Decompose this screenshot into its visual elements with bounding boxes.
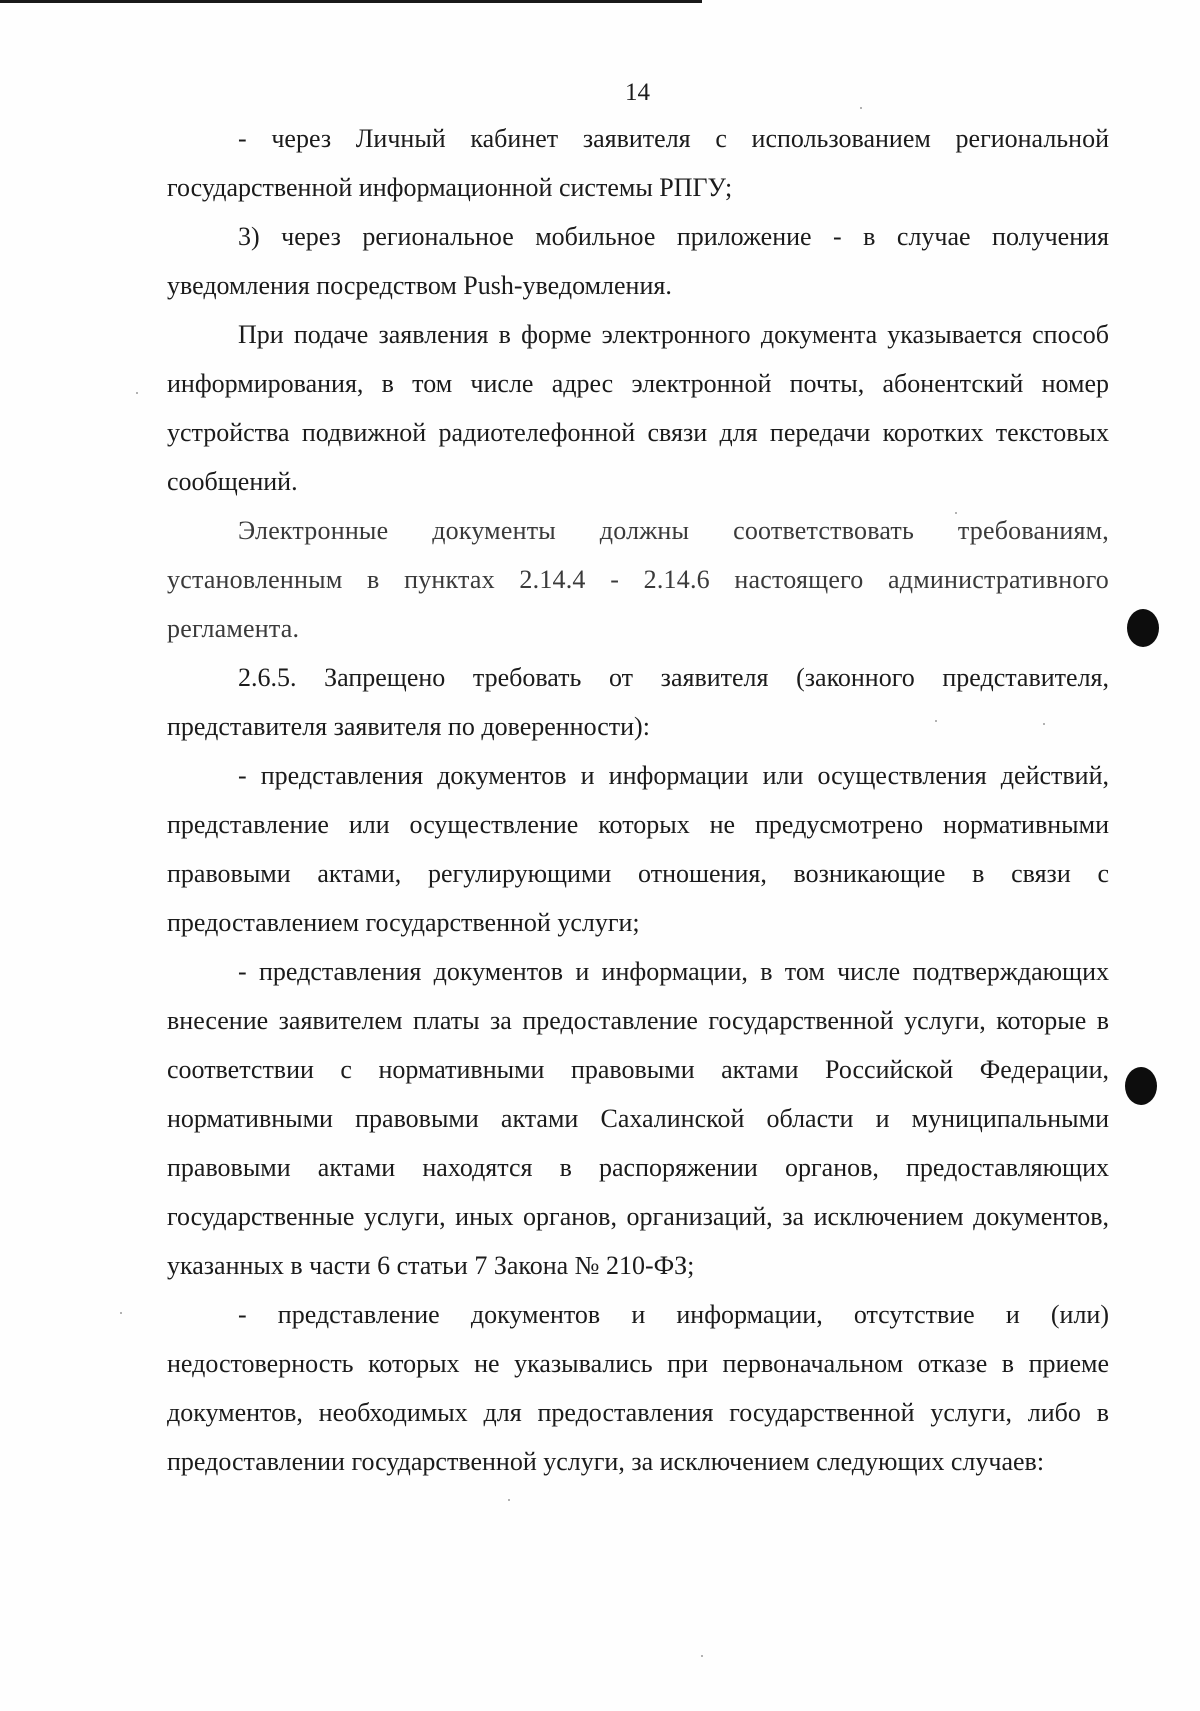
paragraph-personal-account: - через Личный кабинет заявителя с использованием региональной государственной информационной системы РПГУ; [167,124,1109,202]
paragraph-mobile-app: 3) через региональное мобильное приложение - в случае получения уведомления посредством Push-уведомления. [167,222,1109,300]
document-body [167,114,1109,1486]
page-number: 14 [625,79,650,106]
scan-speck [508,1499,510,1501]
scan-speck [120,1312,122,1314]
punch-hole-mark [1125,1067,1157,1105]
paragraph-prohibitions-heading: 2.6.5. Запрещено требовать от заявителя (законного представителя, представителя заявителя по доверенности): [167,663,1109,741]
paragraph-prohibition-1: - представления документов и информации или осуществления действий, представление или осуществление которых не предусмотрено нормативными правовыми актами, регулирующими отношения, возникающие в связи с предоставлением государственной услуги; [167,761,1109,937]
scan-speck [955,512,957,514]
scan-speck [1043,723,1045,725]
top-edge-line [0,0,702,3]
scan-speck [935,720,937,722]
paragraph-electronic-documents: Электронные документы должны соответствовать требованиям, установленным в пунктах 2.14.4 - 2.14.6 настоящего административного регламента. [167,516,1109,643]
scan-speck [136,392,138,394]
paragraph-prohibition-2: - представления документов и информации, в том числе подтверждающих внесение заявителем платы за предоставление государственной услуги, которые в соответствии с нормативными правовыми актами Российской Федерации, нормативными правовыми актами Сахалинской области и муниципальными правовыми актами находятся в распоряжении органов, предоставляющих государственные услуги, иных органов, организаций, за исключением документов, указанных в части 6 статьи 7 Закона № 210-ФЗ; [167,957,1109,1280]
punch-hole-mark [1127,609,1159,647]
paragraph-notification-method: При подаче заявления в форме электронного документа указывается способ информирования, в том числе адрес электронной почты, абонентский номер устройства подвижной радиотелефонной связи для передачи коротких текстовых сообщений. [167,320,1109,496]
paragraph-prohibition-3: - представление документов и информации, отсутствие и (или) недостоверность которых не указывались при первоначальном отказе в приеме документов, необходимых для предоставления государственной услуги, либо в предоставлении государственной услуги, за исключением следующих случаев: [167,1300,1109,1476]
scan-speck [701,1655,703,1657]
scan-speck [860,107,862,109]
